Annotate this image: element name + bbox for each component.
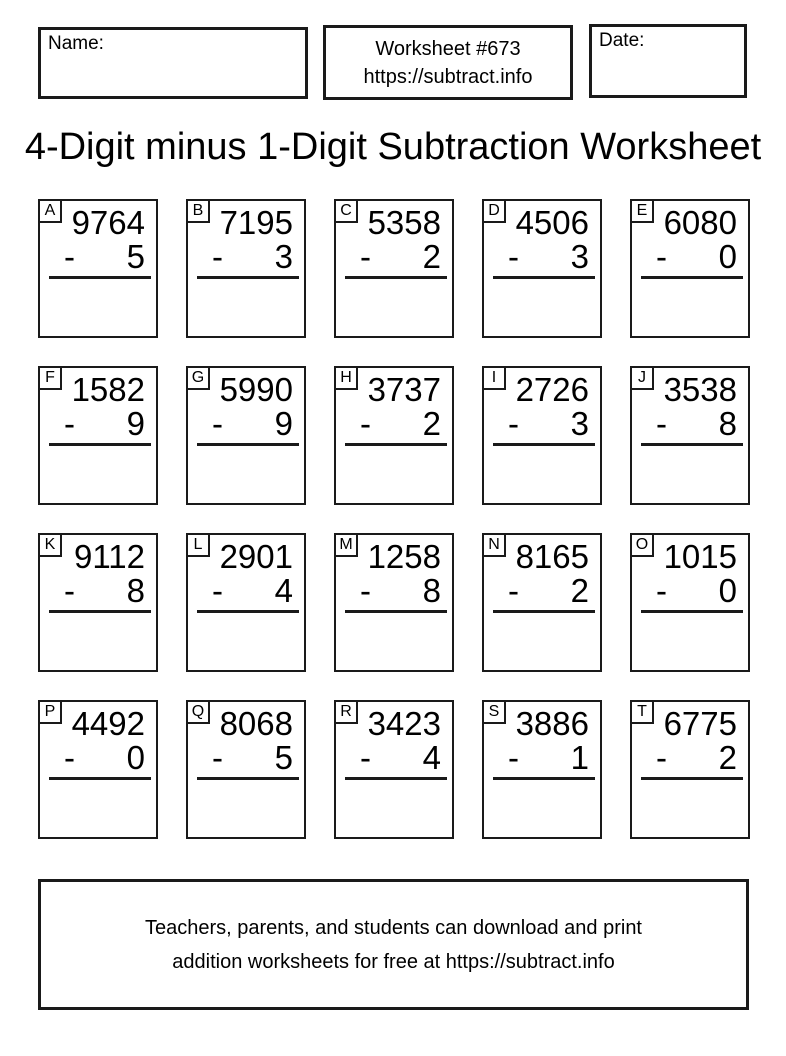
problem-minuend: 9764 — [71, 204, 145, 241]
answer-space — [336, 780, 452, 837]
problem-box — [38, 700, 158, 839]
problem-operator-row — [632, 407, 748, 440]
answer-space — [188, 613, 304, 670]
date-field-box — [589, 24, 747, 98]
problem-minuend: 6080 — [663, 204, 737, 241]
problem-box — [630, 533, 750, 672]
answer-space — [484, 780, 600, 837]
problem-label: F — [40, 368, 62, 390]
problem-subtrahend: 3 — [274, 238, 293, 275]
problem-operator-row — [632, 741, 748, 774]
problem-box — [334, 700, 454, 839]
answer-space — [40, 780, 156, 837]
problem-label: B — [188, 201, 210, 223]
problem-operator-row — [188, 240, 304, 273]
problem-label: G — [188, 368, 210, 390]
problem-minuend: 1258 — [367, 538, 441, 575]
problem-label: Q — [188, 702, 210, 724]
answer-space — [336, 613, 452, 670]
problem-minuend: 3737 — [367, 371, 441, 408]
worksheet-url: https://subtract.info — [363, 65, 533, 88]
answer-space — [40, 446, 156, 503]
problem-operator-row — [484, 574, 600, 607]
problem-box — [482, 199, 602, 338]
problem-operator-row — [40, 574, 156, 607]
problem-operator-row — [336, 240, 452, 273]
problem-box — [334, 199, 454, 338]
minus-operator: - — [212, 405, 223, 442]
problem-operator-row — [188, 574, 304, 607]
answer-space — [336, 446, 452, 503]
problem-operator-row — [40, 407, 156, 440]
problem-subtrahend: 3 — [570, 238, 589, 275]
answer-space — [40, 613, 156, 670]
problem-subtrahend: 4 — [422, 739, 441, 776]
problem-minuend: 5358 — [367, 204, 441, 241]
problem-operator-row — [484, 741, 600, 774]
minus-operator: - — [508, 739, 519, 776]
problem-minuend: 3886 — [515, 705, 589, 742]
problem-minuend: 4492 — [71, 705, 145, 742]
problem-minuend: 7195 — [219, 204, 293, 241]
problem-minuend: 8068 — [219, 705, 293, 742]
problem-box — [186, 700, 306, 839]
problem-subtrahend: 9 — [274, 405, 293, 442]
minus-operator: - — [64, 572, 75, 609]
minus-operator: - — [360, 405, 371, 442]
problem-box — [482, 533, 602, 672]
problem-operator-row — [632, 574, 748, 607]
problem-box — [334, 366, 454, 505]
minus-operator: - — [212, 238, 223, 275]
footer-line-1: Teachers, parents, and students can download and print — [145, 916, 642, 939]
answer-space — [40, 279, 156, 336]
problem-box — [186, 366, 306, 505]
problem-subtrahend: 2 — [422, 405, 441, 442]
problem-subtrahend: 2 — [570, 572, 589, 609]
problem-minuend: 1015 — [663, 538, 737, 575]
problem-subtrahend: 4 — [274, 572, 293, 609]
problem-subtrahend: 0 — [126, 739, 145, 776]
name-label: Name: — [48, 33, 104, 54]
problem-box — [630, 366, 750, 505]
minus-operator: - — [508, 405, 519, 442]
problem-operator-row — [336, 741, 452, 774]
minus-operator: - — [212, 739, 223, 776]
problems-grid — [38, 199, 750, 839]
worksheet-number: Worksheet #673 — [375, 37, 521, 60]
problem-operator-row — [632, 240, 748, 273]
answer-space — [632, 446, 748, 503]
answer-space — [188, 446, 304, 503]
problem-label: N — [484, 535, 506, 557]
problem-box — [186, 533, 306, 672]
problem-minuend: 8165 — [515, 538, 589, 575]
problem-label: I — [484, 368, 506, 390]
problem-box — [482, 700, 602, 839]
minus-operator: - — [656, 238, 667, 275]
footer-line-2: addition worksheets for free at https://subtract.info — [172, 950, 615, 973]
problem-operator-row — [336, 407, 452, 440]
answer-space — [632, 780, 748, 837]
name-field-box — [38, 27, 308, 99]
problem-subtrahend: 0 — [718, 572, 737, 609]
problem-subtrahend: 8 — [718, 405, 737, 442]
problem-label: P — [40, 702, 62, 724]
problem-label: E — [632, 201, 654, 223]
problem-label: T — [632, 702, 654, 724]
problem-subtrahend: 5 — [274, 739, 293, 776]
minus-operator: - — [212, 572, 223, 609]
problem-label: S — [484, 702, 506, 724]
problem-label: K — [40, 535, 62, 557]
minus-operator: - — [64, 405, 75, 442]
problem-minuend: 2901 — [219, 538, 293, 575]
minus-operator: - — [656, 739, 667, 776]
problem-subtrahend: 2 — [718, 739, 737, 776]
problem-label: C — [336, 201, 358, 223]
worksheet-info-box — [323, 25, 573, 100]
problem-subtrahend: 9 — [126, 405, 145, 442]
answer-space — [484, 446, 600, 503]
problem-box — [38, 533, 158, 672]
minus-operator: - — [656, 405, 667, 442]
minus-operator: - — [656, 572, 667, 609]
problem-minuend: 9112 — [74, 538, 145, 575]
problem-operator-row — [188, 741, 304, 774]
problem-subtrahend: 1 — [570, 739, 589, 776]
problem-minuend: 2726 — [515, 371, 589, 408]
problem-subtrahend: 5 — [126, 238, 145, 275]
problem-subtrahend: 2 — [422, 238, 441, 275]
minus-operator: - — [360, 238, 371, 275]
problem-box — [186, 199, 306, 338]
problem-operator-row — [188, 407, 304, 440]
answer-space — [632, 279, 748, 336]
problem-minuend: 4506 — [515, 204, 589, 241]
problem-subtrahend: 0 — [718, 238, 737, 275]
problem-minuend: 5990 — [219, 371, 293, 408]
minus-operator: - — [360, 572, 371, 609]
problem-subtrahend: 8 — [422, 572, 441, 609]
problem-label: A — [40, 201, 62, 223]
minus-operator: - — [508, 238, 519, 275]
problem-box — [38, 199, 158, 338]
problem-box — [38, 366, 158, 505]
date-label: Date: — [599, 30, 645, 51]
problem-label: R — [336, 702, 358, 724]
problem-minuend: 3423 — [367, 705, 441, 742]
problem-box — [482, 366, 602, 505]
answer-space — [632, 613, 748, 670]
problem-operator-row — [40, 741, 156, 774]
problem-operator-row — [40, 240, 156, 273]
minus-operator: - — [360, 739, 371, 776]
answer-space — [484, 279, 600, 336]
problem-label: O — [632, 535, 654, 557]
page-title: 4-Digit minus 1-Digit Subtraction Worksheet — [24, 126, 762, 168]
problem-operator-row — [484, 407, 600, 440]
problem-subtrahend: 8 — [126, 572, 145, 609]
problem-box — [630, 199, 750, 338]
problem-subtrahend: 3 — [570, 405, 589, 442]
problem-box — [334, 533, 454, 672]
problem-minuend: 3538 — [663, 371, 737, 408]
footer-note-box — [38, 879, 749, 1010]
minus-operator: - — [64, 739, 75, 776]
problem-label: M — [336, 535, 358, 557]
problem-label: H — [336, 368, 358, 390]
answer-space — [188, 780, 304, 837]
problem-operator-row — [336, 574, 452, 607]
problem-operator-row — [484, 240, 600, 273]
answer-space — [484, 613, 600, 670]
problem-label: J — [632, 368, 654, 390]
problem-minuend: 6775 — [663, 705, 737, 742]
problem-minuend: 1582 — [71, 371, 145, 408]
problem-box — [630, 700, 750, 839]
problem-label: D — [484, 201, 506, 223]
minus-operator: - — [64, 238, 75, 275]
answer-space — [188, 279, 304, 336]
minus-operator: - — [508, 572, 519, 609]
problem-label: L — [188, 535, 210, 557]
answer-space — [336, 279, 452, 336]
